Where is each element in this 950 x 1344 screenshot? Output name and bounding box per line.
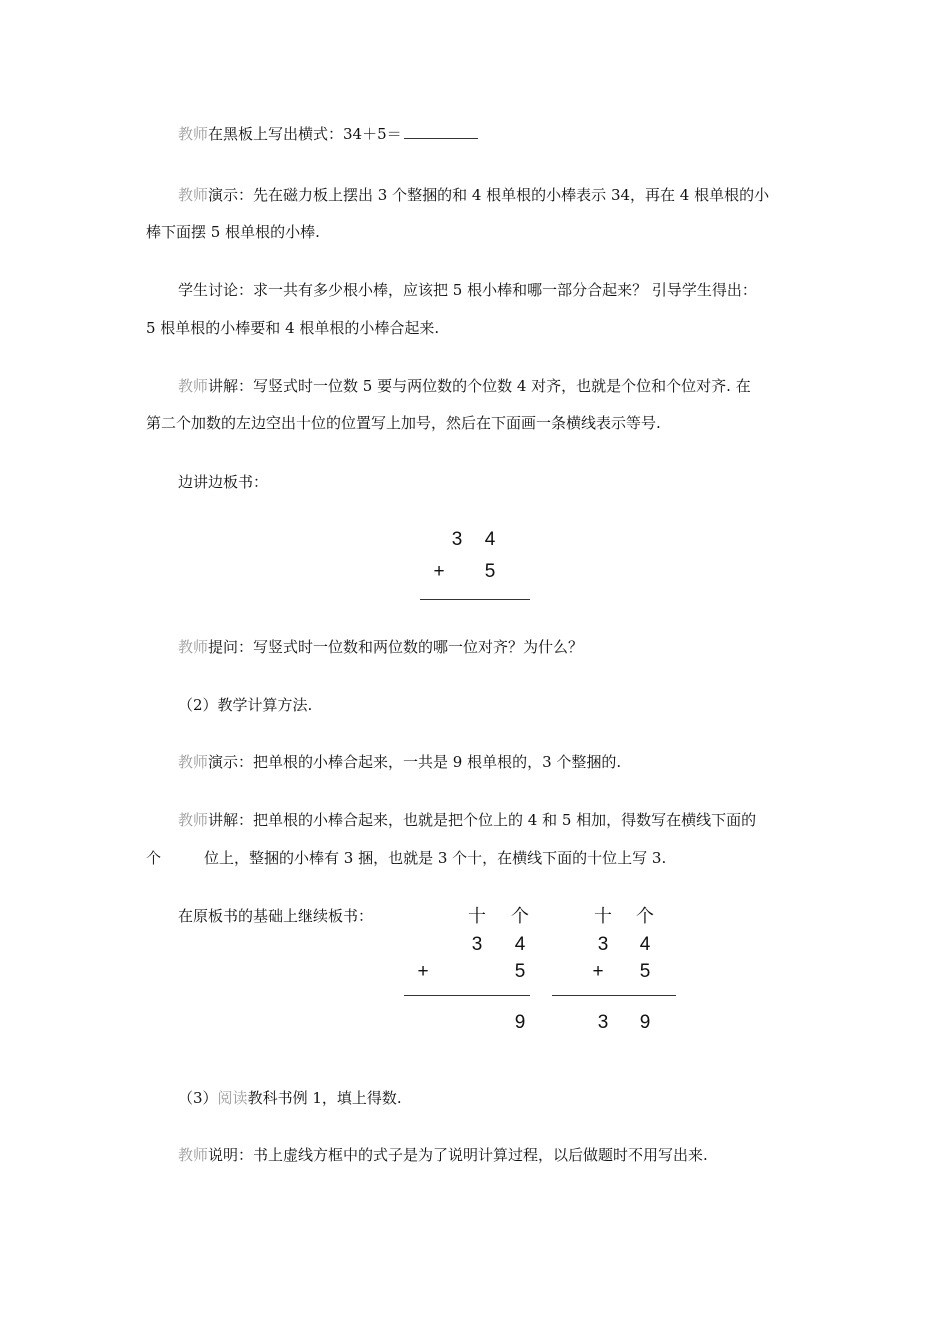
paragraph-4-line-1 — [178, 376, 751, 396]
result-tens-digit: 3 — [597, 1012, 609, 1033]
plus-sign: + — [417, 961, 429, 982]
plus-sign: + — [433, 561, 445, 582]
tens-digit: 3 — [597, 934, 609, 955]
ones-digit: 4 — [484, 529, 496, 550]
ones-digit: 4 — [639, 934, 651, 955]
paragraph-text: 教科书例 1，填上得数. — [247, 1089, 402, 1107]
equals-line — [420, 599, 530, 600]
paragraph-9-line-2a: 个 — [146, 849, 162, 867]
paragraph-3-line-1: 学生讨论：求一共有多少根小棒，应该把 5 根小棒和哪一部分合起来？ 引导学生得出： — [178, 281, 757, 299]
role-label: 教师 — [178, 186, 209, 204]
role-label: 教师 — [178, 125, 209, 143]
result-ones-digit: 9 — [639, 1012, 651, 1033]
tens-heading: 十 — [594, 906, 612, 927]
paragraph-1 — [178, 124, 478, 144]
equals-line — [404, 995, 530, 996]
paragraph-text: 在黑板上写出横式：34＋5＝ — [208, 125, 402, 143]
paragraph-7: （2）教学计算方法. — [178, 696, 313, 714]
paragraph-6 — [178, 637, 583, 657]
paragraph-5: 边讲边板书： — [178, 473, 269, 491]
paragraph-10: 在原板书的基础上继续板书： — [178, 907, 374, 925]
paragraph-8 — [178, 752, 621, 772]
tens-digit: 3 — [451, 529, 463, 550]
addend-digit: 5 — [484, 561, 496, 582]
role-label: 教师 — [178, 638, 209, 656]
result-ones-digit: 9 — [514, 1012, 526, 1033]
paragraph-12 — [178, 1145, 708, 1165]
paragraph-text: 说明：书上虚线方框中的式子是为了说明计算过程，以后做题时不用写出来. — [208, 1146, 708, 1164]
ones-heading: 个 — [511, 906, 529, 927]
paragraph-11 — [178, 1088, 402, 1108]
addend-digit: 5 — [514, 961, 526, 982]
paragraph-2-line-1 — [178, 185, 769, 205]
answer-blank — [404, 124, 478, 139]
plus-sign: + — [592, 961, 604, 982]
role-label: 教师 — [178, 1146, 209, 1164]
role-label: 教师 — [178, 811, 209, 829]
paragraph-9-line-1 — [178, 810, 756, 830]
addend-digit: 5 — [639, 961, 651, 982]
item-number: （3） — [178, 1089, 218, 1107]
reading-link[interactable]: 阅读 — [217, 1089, 248, 1107]
tens-digit: 3 — [471, 934, 483, 955]
paragraph-2-line-2: 棒下面摆 5 根单根的小棒. — [146, 223, 320, 241]
ones-digit: 4 — [514, 934, 526, 955]
ones-heading: 个 — [636, 906, 654, 927]
paragraph-text: 提问：写竖式时一位数和两位数的哪一位对齐？为什么？ — [208, 638, 584, 656]
paragraph-text: 讲解：写竖式时一位数 5 要与两位数的个位数 4 对齐，也就是个位和个位对齐. 在 — [208, 377, 751, 395]
paragraph-text: 讲解：把单根的小棒合起来，也就是把个位上的 4 和 5 相加，得数写在横线下面的 — [208, 811, 757, 829]
equals-line — [552, 995, 676, 996]
paragraph-9-line-2b: 位上，整捆的小棒有 3 捆，也就是 3 个十，在横线下面的十位上写 3. — [204, 849, 667, 867]
role-label: 教师 — [178, 753, 209, 771]
paragraph-text: 演示：把单根的小棒合起来，一共是 9 根单根的，3 个整捆的. — [208, 753, 622, 771]
paragraph-text: 演示：先在磁力板上摆出 3 个整捆的和 4 根单根的小棒表示 34，再在 4 根单根的小 — [208, 186, 770, 204]
role-label: 教师 — [178, 377, 209, 395]
tens-heading: 十 — [468, 906, 486, 927]
paragraph-3-line-2: 5 根单根的小棒要和 4 根单根的小棒合起来. — [146, 319, 440, 337]
paragraph-4-line-2: 第二个加数的左边空出十位的位置写上加号，然后在下面画一条横线表示等号. — [146, 414, 661, 432]
